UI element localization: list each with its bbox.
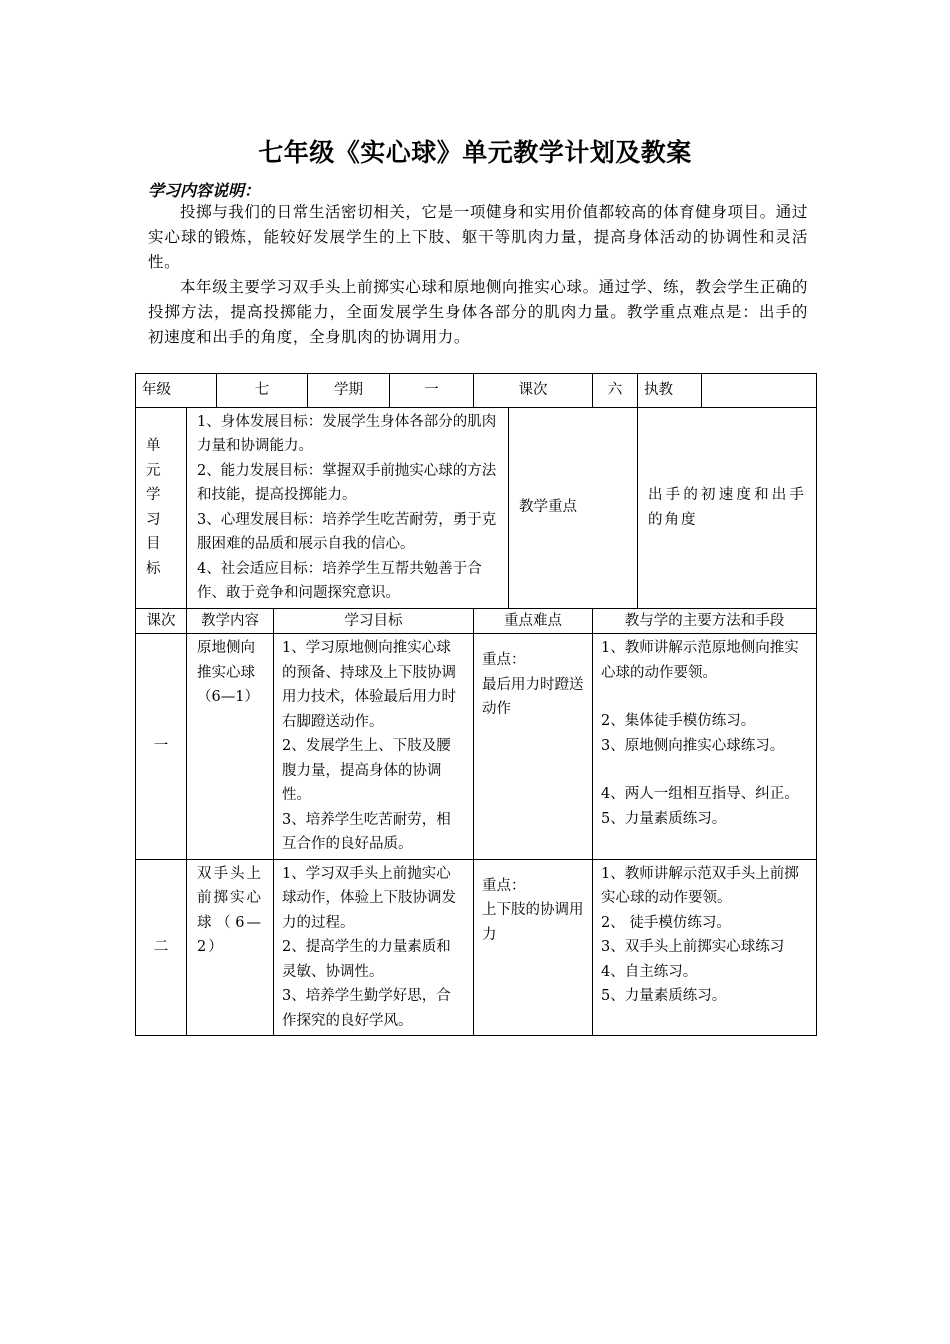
- header-lesson-num: 课次: [136, 608, 187, 634]
- unit-goal-row: [136, 407, 817, 608]
- unit-goal-item: 3、心理发展目标：培养学生吃苦耐劳，勇于克服困难的品质和展示自我的信心。: [197, 511, 497, 552]
- lesson-goals: 1、学习原地侧向推实心球的预备、持球及上下肢协调用力技术，体验最后用力时右脚蹬送动作。 2、发展学生上、下肢及腰腹力量，提高身体的协调性。 3、培养学生吃苦耐劳，相互合作的良好品质。: [274, 634, 474, 860]
- lesson-key: 重点： 上下肢的协调用力: [474, 859, 593, 1036]
- lesson-content: 双手头上前掷实心球（6—2）: [187, 859, 274, 1036]
- header-goals: 学习目标: [274, 608, 474, 634]
- lesson-content: 原地侧向推实心球（6—1）: [187, 634, 274, 860]
- lesson-count-value: 六: [593, 374, 638, 408]
- header-methods: 教与学的主要方法和手段: [593, 608, 817, 634]
- lesson-plan-table: [135, 373, 817, 1036]
- lesson-count-label: 课次: [474, 374, 593, 408]
- lesson-methods: 1、教师讲解示范双手头上前掷实心球的动作要领。 2、 徒手模仿练习。 3、双手头上前掷实心球练习 4、自主练习。 5、力量素质练习。: [593, 859, 817, 1036]
- teacher-label: 执教: [638, 374, 702, 408]
- lesson-num: 一: [136, 634, 187, 860]
- header-content: 教学内容: [187, 608, 274, 634]
- header-key: 重点难点: [474, 608, 593, 634]
- intro-paragraph-1: 投掷与我们的日常生活密切相关，它是一项健身和实用价值都较高的体育健身项目。通过实心球的锻炼，能较好发展学生的上下肢、躯干等肌肉力量，提高身体活动的协调性和灵活性。: [148, 203, 808, 271]
- lesson-methods: 1、教师讲解示范原地侧向推实心球的动作要领。 2、集体徒手模仿练习。 3、原地侧向推实心球练习。 4、两人一组相互指导、纠正。 5、力量素质练习。: [593, 634, 817, 860]
- page-title: 七年级《实心球》单元教学计划及教案: [258, 138, 692, 167]
- key-point-value: 出手的初速度和出手的角度: [638, 407, 817, 608]
- lesson-row: [136, 859, 817, 1036]
- unit-goals: [187, 407, 509, 608]
- lesson-header-row: [136, 608, 817, 634]
- lesson-num: 二: [136, 859, 187, 1036]
- header-info-row: [136, 374, 817, 408]
- lesson-key: 重点： 最后用力时蹬送动作: [474, 634, 593, 860]
- term-value: 一: [390, 374, 474, 408]
- intro-heading: 学习内容说明：: [148, 181, 261, 200]
- unit-goal-item: 4、社会适应目标：培养学生互帮共勉善于合作、敢于竞争和问题探究意识。: [197, 560, 482, 601]
- intro-paragraph-2: 本年级主要学习双手头上前掷实心球和原地侧向推实心球。通过学、练，教会学生正确的投掷方法，提高投掷能力，全面发展学生身体各部分的肌肉力量。教学重点难点是：出手的初速度和出手的角度，全身肌肉的协调用力。: [148, 278, 808, 346]
- unit-goal-item: 2、能力发展目标：掌握双手前抛实心球的方法和技能，提高投掷能力。: [197, 462, 497, 503]
- teacher-value: [702, 374, 817, 408]
- lesson-row: [136, 634, 817, 860]
- grade-value: 七: [217, 374, 308, 408]
- unit-goal-label: 单 元 学 习 目 标: [136, 407, 187, 608]
- term-label: 学期: [308, 374, 390, 408]
- lesson-goals: 1、学习双手头上前抛实心球动作，体验上下肢协调发力的过程。 2、提高学生的力量素质和灵敏、协调性。 3、培养学生勤学好思，合作探究的良好学风。: [274, 859, 474, 1036]
- key-point-label: 教学重点: [509, 407, 638, 608]
- unit-goal-item: 1、身体发展目标：发展学生身体各部分的肌肉力量和协调能力。: [197, 413, 497, 454]
- grade-label: 年级: [136, 374, 217, 408]
